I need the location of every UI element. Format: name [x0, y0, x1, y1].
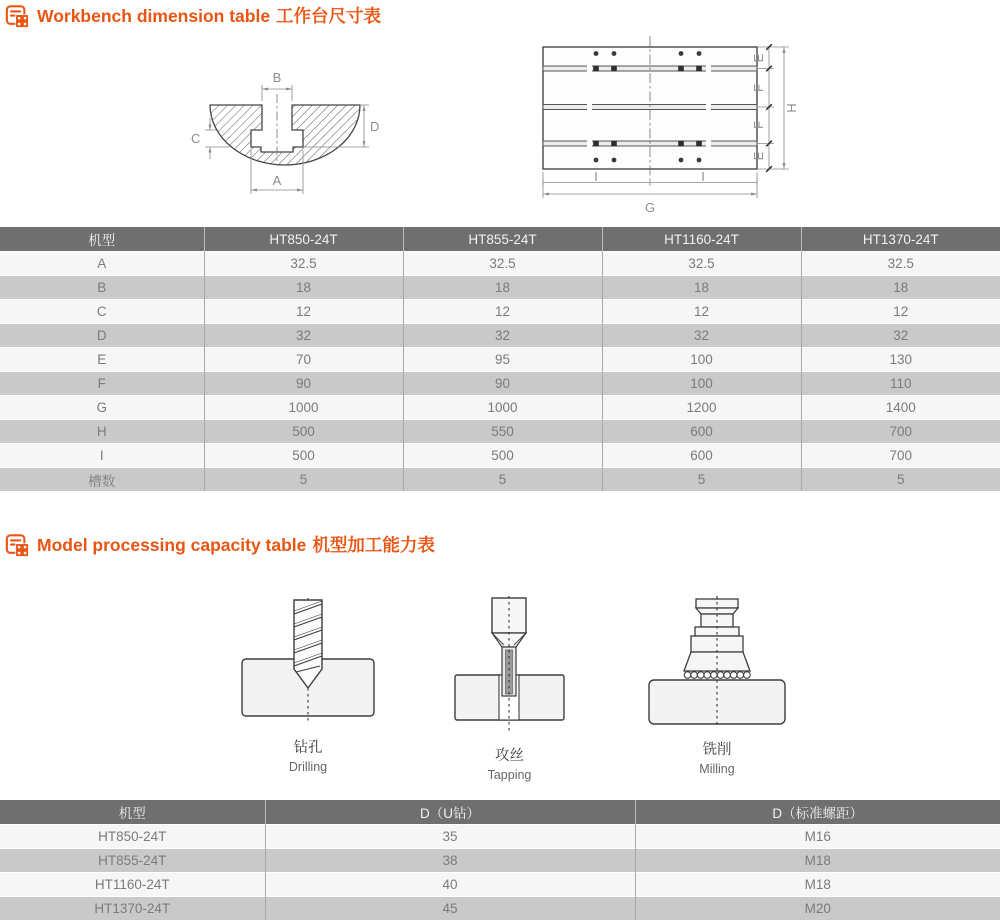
table-row: [0, 372, 1000, 396]
dim-c-arrow-top: [209, 125, 212, 131]
drilling-tool-figure: [238, 596, 378, 774]
dim-h-arrow-top: [783, 47, 786, 53]
table-cell: 32.5: [403, 252, 602, 276]
dim-h-arrow-bottom: [783, 163, 786, 169]
table-cell: 500: [204, 420, 403, 444]
table-cell: 500: [403, 444, 602, 468]
table-row: [0, 444, 1000, 468]
model-processing-capacity-table: [0, 800, 1000, 920]
table-cell: 90: [204, 372, 403, 396]
table-cell: HT1160-24T: [0, 873, 265, 897]
table-cell: HT1370-24T: [0, 897, 265, 920]
table-cell: 110: [801, 372, 1000, 396]
table-cell: HT855-24T: [0, 849, 265, 873]
column-header: HT850-24T: [204, 227, 403, 252]
table-cell: M20: [635, 897, 1000, 920]
column-header: D（U钻）: [265, 800, 635, 825]
table-cell: 32.5: [602, 252, 801, 276]
section2-title-en: Model processing capacity table: [37, 535, 306, 555]
table-cell: A: [0, 252, 204, 276]
dim-b-arrow-right: [286, 88, 292, 91]
table-cell: G: [0, 396, 204, 420]
column-header: D（标准螺距）: [635, 800, 1000, 825]
tslot-profile: [210, 105, 360, 165]
table-cell: 1000: [204, 396, 403, 420]
table-cell: 600: [602, 444, 801, 468]
spec-list-icon: [5, 4, 29, 28]
tool-label-en: Tapping: [488, 768, 532, 782]
table-row: [0, 324, 1000, 348]
table-cell: 500: [204, 444, 403, 468]
table-cell: 12: [801, 300, 1000, 324]
table-cell: 5: [204, 468, 403, 492]
tool-label-zh: 铣削: [703, 738, 732, 759]
dim-label-g: G: [645, 200, 655, 215]
workbench-dimension-table: [0, 227, 1000, 491]
dim-label-e-top: E: [751, 53, 766, 62]
spec-list-icon: [5, 533, 29, 557]
table-cell: 1400: [801, 396, 1000, 420]
tapping-tool-figure: [452, 594, 567, 782]
section1-title-zh: 工作台尺寸表: [276, 6, 381, 26]
column-header: 机型: [0, 227, 204, 252]
table-cell: 38: [265, 849, 635, 873]
table-row: [0, 348, 1000, 372]
table-cell: 18: [403, 276, 602, 300]
table-cell: 130: [801, 348, 1000, 372]
workbench-top-view-diagram: [518, 31, 803, 223]
table-cell: 12: [403, 300, 602, 324]
tap-diagram: [452, 594, 567, 736]
tslot-cross-section-diagram: [183, 56, 383, 208]
dim-b-arrow-left: [262, 88, 268, 91]
table-cell: 95: [403, 348, 602, 372]
table-cell: 600: [602, 420, 801, 444]
section2-title: [37, 532, 435, 557]
milling-tool-figure: [642, 594, 792, 776]
dim-label-i1: I: [594, 169, 598, 184]
table-cell: H: [0, 420, 204, 444]
table-row: [0, 873, 1000, 897]
table-cell: D: [0, 324, 204, 348]
dim-label-d: D: [370, 119, 379, 134]
tool-label-en: Milling: [699, 762, 734, 776]
table-cell: 100: [602, 372, 801, 396]
table-cell: M18: [635, 849, 1000, 873]
table-cell: 槽数: [0, 468, 204, 492]
table-cell: 1200: [602, 396, 801, 420]
table-cell: 32.5: [801, 252, 1000, 276]
dim-label-e-bottom: E: [751, 151, 766, 160]
table-cell: B: [0, 276, 204, 300]
tool-label-zh: 钻孔: [294, 736, 323, 757]
table-cell: M18: [635, 873, 1000, 897]
dim-a-arrow-right: [297, 189, 303, 192]
column-header: HT1370-24T: [801, 227, 1000, 252]
section2-header: [5, 532, 435, 557]
dim-label-c: C: [191, 131, 200, 146]
section1-title-en: Workbench dimension table: [37, 6, 270, 26]
table-row: [0, 849, 1000, 873]
table-cell: 40: [265, 873, 635, 897]
section1-header: [5, 3, 381, 28]
table-cell: M16: [635, 825, 1000, 849]
table-cell: 550: [403, 420, 602, 444]
table-cell: 18: [204, 276, 403, 300]
table-cell: 700: [801, 444, 1000, 468]
table-cell: 1000: [403, 396, 602, 420]
table-row: [0, 825, 1000, 849]
dim-label-b: B: [273, 70, 282, 85]
tool-label-en: Drilling: [289, 760, 327, 774]
table-row: [0, 276, 1000, 300]
table-cell: 18: [801, 276, 1000, 300]
table-cell: 12: [204, 300, 403, 324]
table-row: [0, 300, 1000, 324]
table-row: [0, 396, 1000, 420]
table-cell: HT850-24T: [0, 825, 265, 849]
section1-title: [37, 3, 381, 28]
column-header: 机型: [0, 800, 265, 825]
column-header: HT855-24T: [403, 227, 602, 252]
dim-label-a: A: [273, 173, 282, 188]
dim-c-arrow-bottom: [209, 147, 212, 153]
dim-label-i2: I: [701, 169, 705, 184]
dim-a-arrow-left: [251, 189, 257, 192]
dim-i-lines: [543, 179, 757, 186]
mill-diagram: [642, 594, 792, 730]
table-cell: 35: [265, 825, 635, 849]
table-cell: 12: [602, 300, 801, 324]
table-cell: 32: [204, 324, 403, 348]
table-row: [0, 252, 1000, 276]
table-cell: 5: [602, 468, 801, 492]
table-cell: 90: [403, 372, 602, 396]
table-cell: E: [0, 348, 204, 372]
table-row: [0, 897, 1000, 920]
dim-g-arrow-right: [751, 193, 757, 196]
dim-label-f2: F: [751, 121, 766, 129]
drill-diagram: [238, 596, 378, 728]
column-header: HT1160-24T: [602, 227, 801, 252]
table-row: [0, 468, 1000, 492]
table-cell: 32.5: [204, 252, 403, 276]
header-row: [0, 227, 1000, 252]
table-row: [0, 420, 1000, 444]
table-cell: 70: [204, 348, 403, 372]
table-cell: F: [0, 372, 204, 396]
dim-label-h: H: [784, 103, 799, 112]
table-cell: 5: [801, 468, 1000, 492]
table-cell: 18: [602, 276, 801, 300]
header-row: [0, 800, 1000, 825]
table-cell: 5: [403, 468, 602, 492]
dim-g-arrow-left: [543, 193, 549, 196]
tool-label-zh: 攻丝: [495, 744, 524, 765]
table-cell: C: [0, 300, 204, 324]
table-cell: 100: [602, 348, 801, 372]
table-cell: 700: [801, 420, 1000, 444]
table-cell: 45: [265, 897, 635, 920]
dim-d-arrow-top: [363, 105, 366, 111]
table-cell: 32: [801, 324, 1000, 348]
table-cell: 32: [602, 324, 801, 348]
table-cell: 32: [403, 324, 602, 348]
dim-label-f1: F: [751, 84, 766, 92]
dim-d-arrow-bottom: [363, 141, 366, 147]
section2-title-zh: 机型加工能力表: [312, 535, 435, 555]
table-cell: I: [0, 444, 204, 468]
